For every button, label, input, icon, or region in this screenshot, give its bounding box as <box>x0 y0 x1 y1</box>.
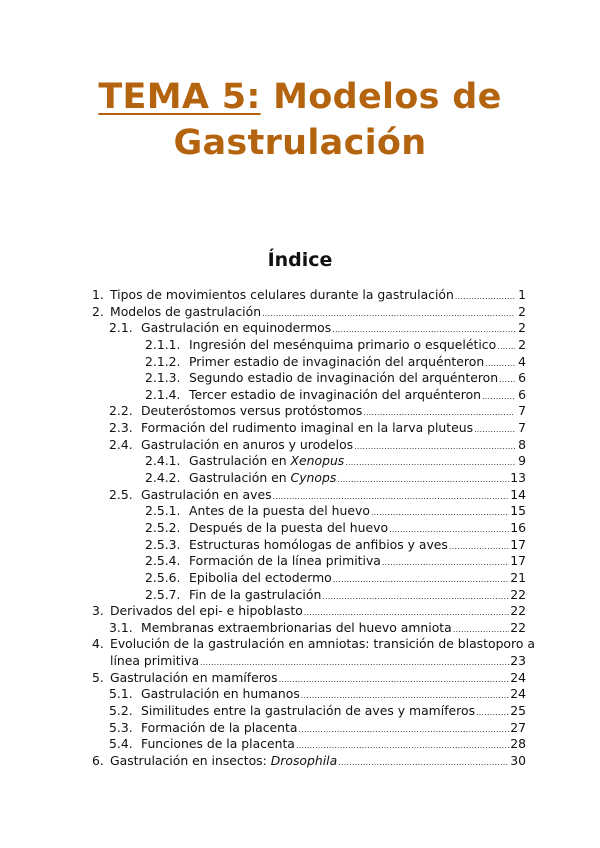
toc-entry[interactable] <box>0 636 600 669</box>
toc-number: 3.1. <box>109 619 133 635</box>
toc-title: Formación del rudimento imaginal en la larva pluteus <box>141 420 474 436</box>
toc-title: Tipos de movimientos celulares durante la gastrulación <box>110 287 454 302</box>
toc-page-number: 24 <box>510 669 526 685</box>
toc-title: Segundo estadio de invaginación del arquénteron <box>189 370 499 386</box>
toc-title: Después de la puesta del huevo <box>189 519 389 535</box>
toc-number: 2.4.1. <box>145 453 181 469</box>
toc-title: Derivados del epi- e hipoblasto <box>110 603 303 619</box>
toc-title: Estructuras homólogas de anfibios y aves <box>189 536 448 552</box>
toc-entry[interactable] <box>0 753 600 770</box>
index-heading: Índice <box>267 249 333 271</box>
toc-title: Funciones de la placenta <box>141 736 295 752</box>
toc-number: 4. <box>92 636 104 652</box>
toc-number: 2.5.2. <box>145 519 181 535</box>
toc-page-number: 14 <box>510 486 526 502</box>
toc-page-number: 21 <box>510 569 526 585</box>
toc-entry[interactable] <box>0 403 600 420</box>
toc-number: 2.1.1. <box>145 336 181 352</box>
toc-number: 2.5. <box>109 486 133 502</box>
toc-entry[interactable] <box>0 570 600 587</box>
toc-entry[interactable] <box>0 387 600 404</box>
toc-page-number: 9 <box>518 453 526 469</box>
toc-title-italic: Drosophila <box>270 752 338 768</box>
toc-title-italic: Xenopus <box>290 453 345 469</box>
toc-title: Gastrulación en Xenopus <box>189 453 345 469</box>
toc-title: Tercer estadio de invaginación del arquénteron <box>189 386 482 402</box>
toc-title: Gastrulación en humanos <box>141 686 300 702</box>
toc-entry[interactable] <box>0 370 600 387</box>
toc-entry[interactable] <box>0 520 600 537</box>
toc-page-number: 25 <box>510 703 526 719</box>
toc-page-number: 13 <box>510 470 526 486</box>
toc-title: Similitudes entre la gastrulación de aves y mamíferos <box>141 703 476 719</box>
title-lead: TEMA 5: <box>98 77 261 117</box>
toc-page-number: 23 <box>510 653 526 669</box>
toc-entry[interactable] <box>0 337 600 354</box>
toc-title: Deuteróstomos versus protóstomos <box>141 403 363 419</box>
toc-title: Formación de la placenta <box>141 719 298 735</box>
title-rest: Modelos de <box>260 77 502 117</box>
toc-title: Epibolia del ectodermo <box>189 569 332 585</box>
toc-number: 5.2. <box>109 703 133 719</box>
toc-entry[interactable] <box>0 720 600 737</box>
toc-number: 2.1.3. <box>145 370 181 386</box>
toc-number: 2.1.4. <box>145 386 181 402</box>
toc-number: 5.1. <box>109 686 133 702</box>
toc-number: 5. <box>92 669 104 685</box>
table-of-contents <box>0 287 600 770</box>
toc-title: Antes de la puesta del huevo <box>189 503 370 519</box>
toc-page-number: 30 <box>510 752 526 768</box>
toc-page-number: 7 <box>518 403 526 419</box>
toc-number: 2.4.2. <box>145 470 181 486</box>
toc-page-number: 28 <box>510 736 526 752</box>
toc-page-number: 6 <box>518 386 526 402</box>
toc-entry[interactable] <box>0 587 600 604</box>
toc-number: 3. <box>92 603 104 619</box>
title-line2: Gastrulación <box>173 123 427 163</box>
toc-page-number: 6 <box>518 370 526 386</box>
toc-page-number: 17 <box>510 553 526 569</box>
toc-page-number: 4 <box>518 353 526 369</box>
toc-number: 2.4. <box>109 436 133 452</box>
toc-page-number: 7 <box>518 420 526 436</box>
toc-number: 2.2. <box>109 403 133 419</box>
toc-title: Fin de la gastrulación <box>189 586 322 602</box>
toc-title: Membranas extraembrionarias del huevo amniota <box>141 619 452 635</box>
toc-number: 1. <box>92 287 104 302</box>
toc-title: Ingresión del mesénquima primario o esquelético <box>189 336 497 352</box>
toc-entry[interactable] <box>0 503 600 520</box>
toc-page-number: 24 <box>510 686 526 702</box>
toc-page-number: 27 <box>510 719 526 735</box>
toc-title: Gastrulación en Cynops <box>189 470 337 486</box>
toc-page-number: 22 <box>510 603 526 619</box>
toc-number: 2.5.4. <box>145 553 181 569</box>
toc-title-continuation: línea primitiva <box>110 653 200 669</box>
toc-page-number: 22 <box>510 586 526 602</box>
toc-page-number: 2 <box>518 336 526 352</box>
dot-leader <box>338 755 509 772</box>
toc-page-number: 1 <box>518 287 526 302</box>
toc-entry[interactable] <box>0 437 600 454</box>
toc-title: Formación de la línea primitiva <box>189 553 381 569</box>
toc-title: Gastrulación en insectos: Drosophila <box>110 752 338 768</box>
toc-title: Gastrulación en equinodermos <box>141 320 332 336</box>
toc-title: Gastrulación en mamíferos <box>110 669 278 685</box>
toc-number: 2.5.3. <box>145 536 181 552</box>
toc-entry[interactable] <box>0 354 600 371</box>
toc-number: 5.4. <box>109 736 133 752</box>
document-title <box>0 74 600 166</box>
toc-entry[interactable] <box>0 487 600 504</box>
toc-number: 2.5.7. <box>145 586 181 602</box>
toc-number: 2.1.2. <box>145 353 181 369</box>
toc-page-number: 16 <box>510 519 526 535</box>
toc-title-italic: Cynops <box>290 470 337 486</box>
toc-entry[interactable] <box>0 470 600 487</box>
toc-entry[interactable] <box>0 420 600 437</box>
toc-title: Gastrulación en anuros y urodelos <box>141 436 354 452</box>
toc-page-number: 15 <box>510 503 526 519</box>
toc-number: 2.5.6. <box>145 569 181 585</box>
toc-title: Primer estadio de invaginación del arquénteron <box>189 353 485 369</box>
toc-number: 2. <box>92 303 104 319</box>
toc-entry[interactable] <box>0 537 600 554</box>
toc-number: 2.3. <box>109 420 133 436</box>
toc-page-number: 2 <box>518 320 526 336</box>
toc-number: 2.5.1. <box>145 503 181 519</box>
toc-page-number: 22 <box>510 619 526 635</box>
toc-title: Modelos de gastrulación <box>110 303 262 319</box>
toc-number: 5.3. <box>109 719 133 735</box>
toc-title: Evolución de la gastrulación en amniotas: transición de blastoporo a <box>110 636 535 652</box>
toc-entry[interactable] <box>0 553 600 570</box>
toc-entry[interactable] <box>0 304 600 321</box>
toc-entry[interactable] <box>0 287 600 304</box>
toc-number: 2.1. <box>109 320 133 336</box>
toc-entry[interactable] <box>0 620 600 637</box>
toc-title: Gastrulación en aves <box>141 486 272 502</box>
toc-entry[interactable] <box>0 320 600 337</box>
toc-entry[interactable] <box>0 703 600 720</box>
toc-number: 6. <box>92 752 104 768</box>
toc-entry[interactable] <box>0 736 600 753</box>
toc-page-number: 2 <box>518 303 526 319</box>
toc-entry[interactable] <box>0 603 600 620</box>
toc-page-number: 8 <box>518 436 526 452</box>
toc-page-number: 17 <box>510 536 526 552</box>
toc-entry[interactable] <box>0 686 600 703</box>
toc-entry[interactable] <box>0 670 600 687</box>
toc-entry[interactable] <box>0 453 600 470</box>
